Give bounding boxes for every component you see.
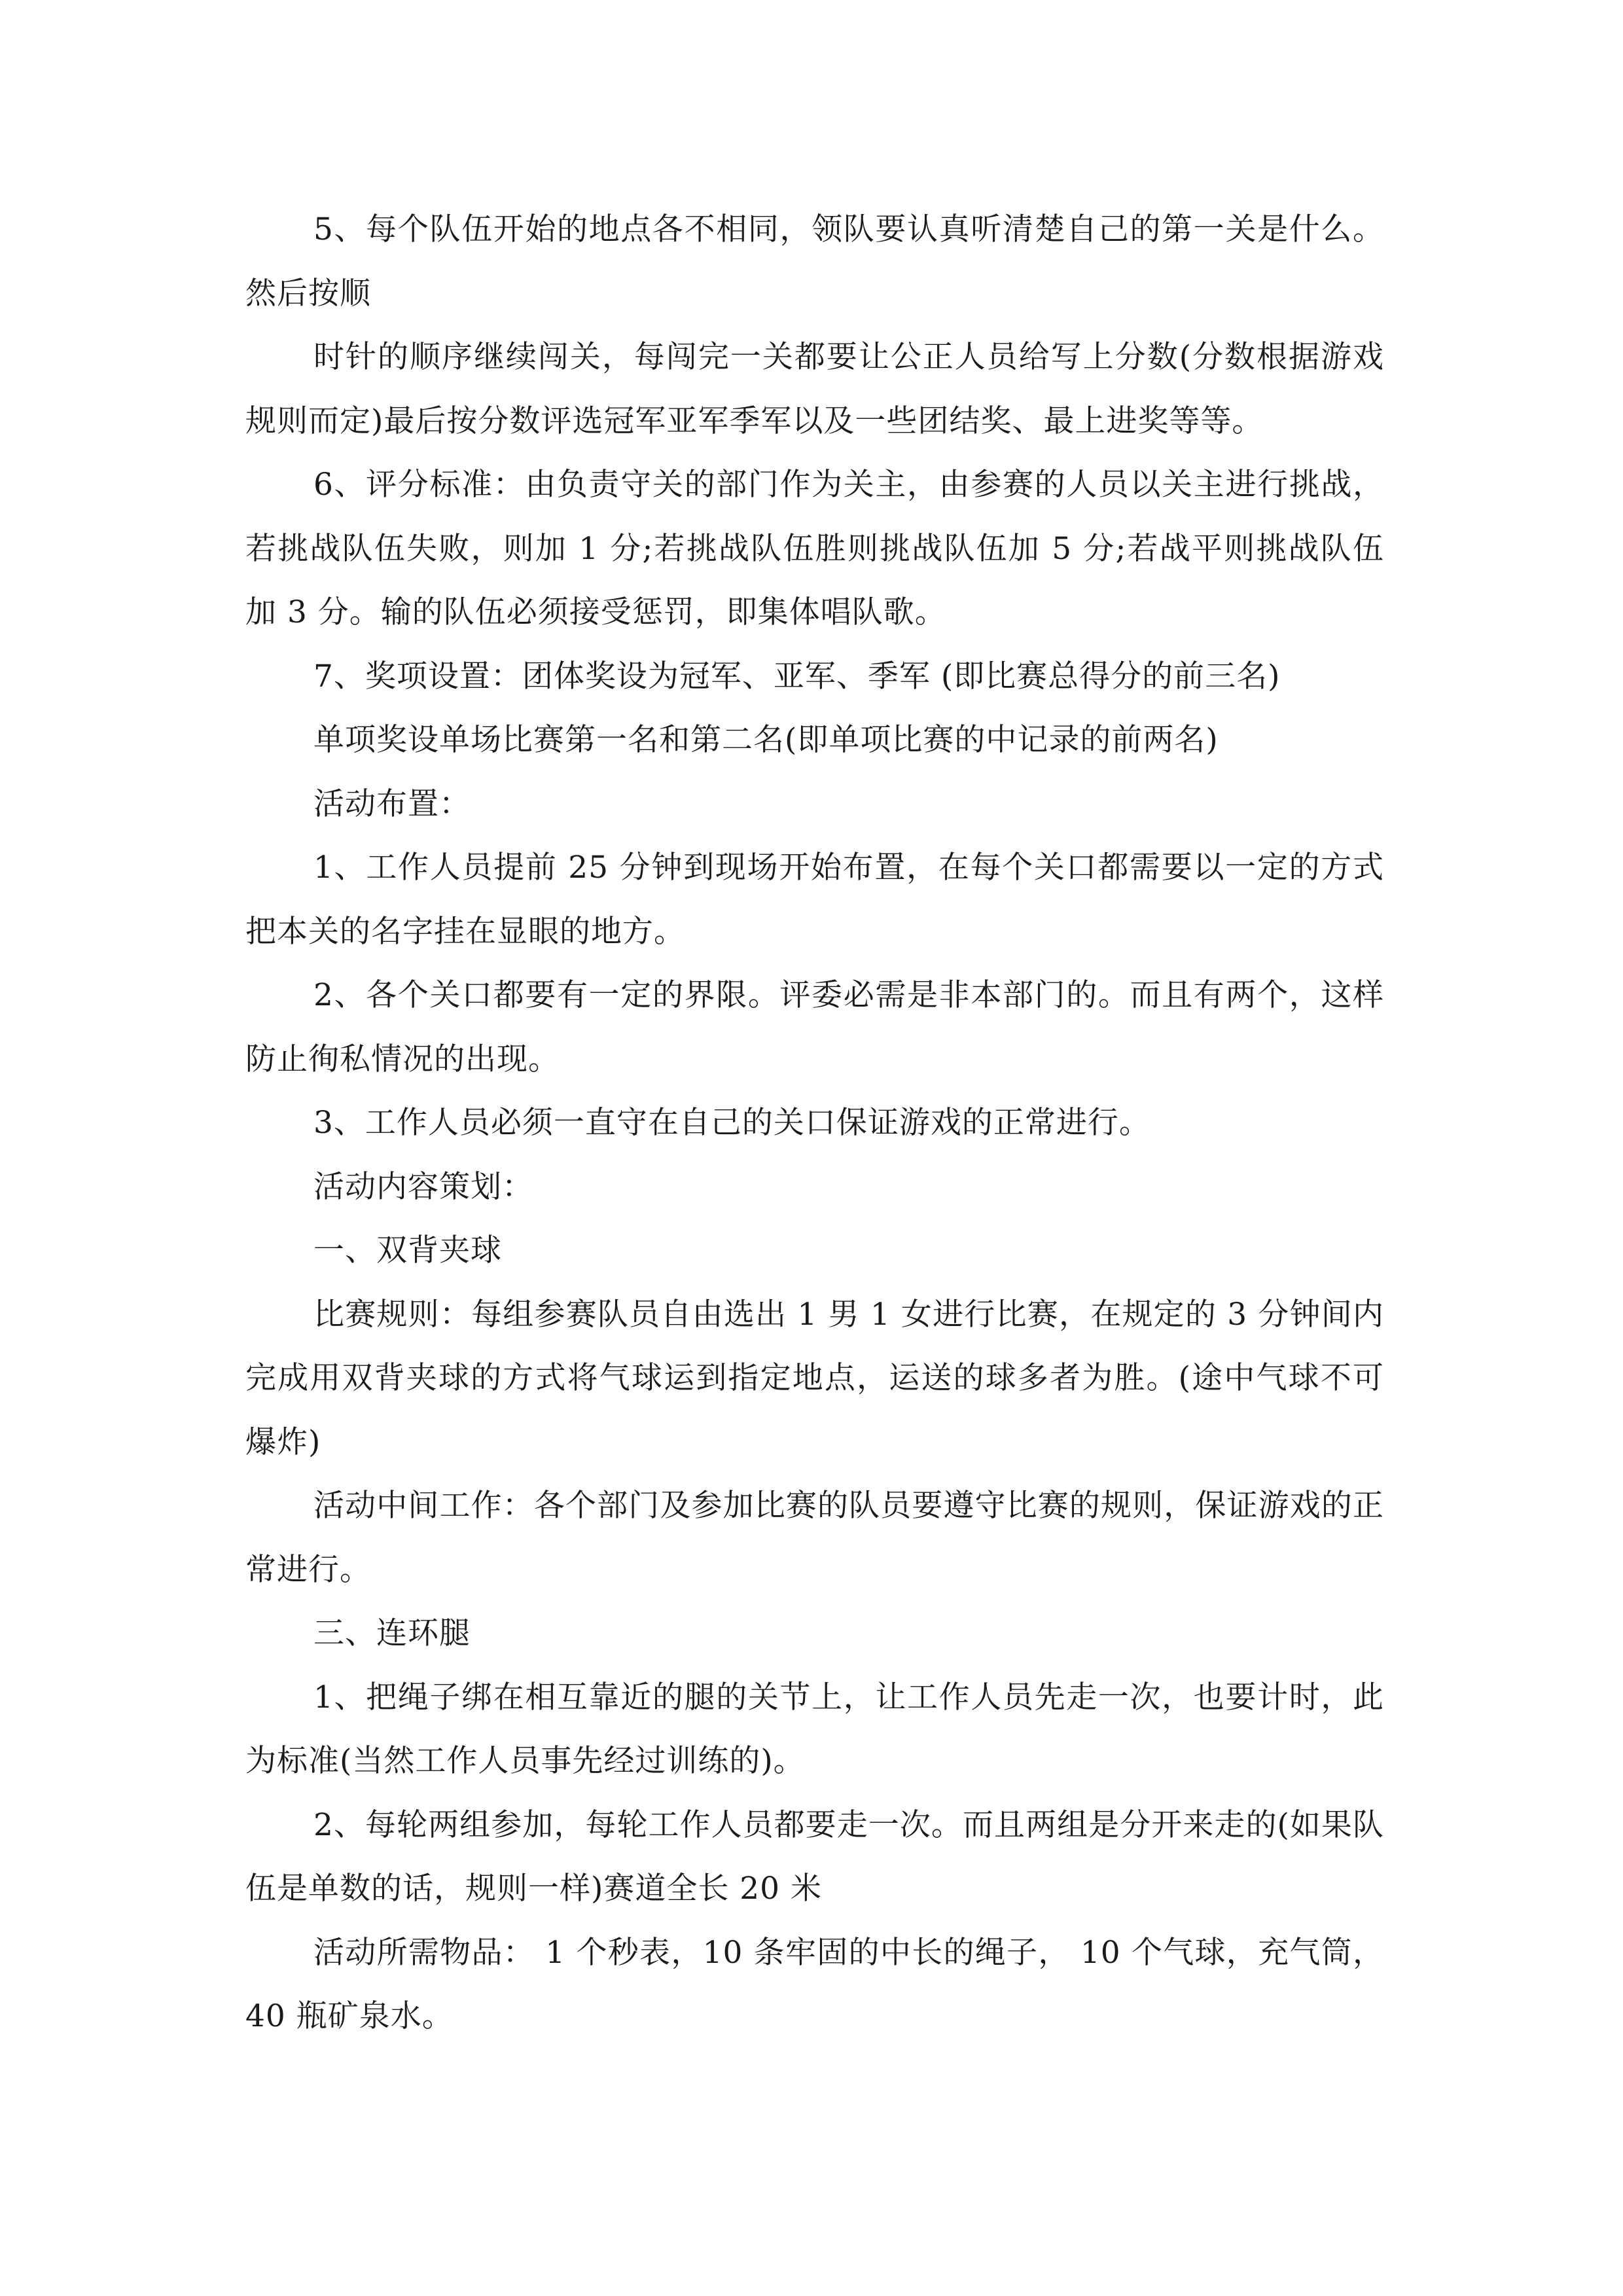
document-body	[245, 198, 1384, 2049]
paragraph-rule-7-awards: 7、奖项设置：团体奖设为冠军、亚军、季军 (即比赛总得分的前三名)	[313, 658, 1281, 694]
heading-setup: 活动布置：	[313, 785, 471, 822]
paragraph-supplies: 活动所需物品： 1 个秒表，10 条牢固的中长的绳子， 10 个气球，充气筒，40 瓶矿泉水。	[245, 1934, 1384, 2034]
paragraph-game-3-2: 2、每轮两组参加，每轮工作人员都要走一次。而且两组是分开来走的(如果队伍是单数的话，规则一样)赛道全长 20 米	[245, 1806, 1384, 1907]
paragraph-setup-2: 2、各个关口都要有一定的界限。评委必需是非本部门的。而且有两个，这样防止徇私情况的出现。	[245, 977, 1384, 1077]
heading-game-1: 一、双背夹球	[313, 1232, 502, 1268]
paragraph-rule-6-scoring: 6、评分标准：由负责守关的部门作为关主，由参赛的人员以关主进行挑战，若挑战队伍失败，则加 1 分;若挑战队伍胜则挑战队伍加 5 分;若战平则挑战队伍加 3 分。输的队伍必须接受惩罚，即集体唱队歌。	[245, 467, 1384, 630]
heading-game-3: 三、连环腿	[313, 1615, 471, 1651]
paragraph-game-3-1: 1、把绳子绑在相互靠近的腿的关节上，让工作人员先走一次，也要计时，此为标准(当然工作人员事先经过训练的)。	[245, 1679, 1384, 1779]
paragraph-rule-5-continued: 时针的顺序继续闯关，每闯完一关都要让公正人员给写上分数(分数根据游戏规则而定)最后按分数评选冠军亚军季军以及一些团结奖、最上进奖等等。	[245, 339, 1384, 439]
paragraph-single-awards: 单项奖设单场比赛第一名和第二名(即单项比赛的中记录的前两名)	[313, 722, 1219, 758]
paragraph-game-1-rules: 比赛规则：每组参赛队员自由选出 1 男 1 女进行比赛，在规定的 3 分钟间内完成用双背夹球的方式将气球运到指定地点，运送的球多者为胜。(途中气球不可爆炸)	[245, 1296, 1384, 1460]
heading-content-planning: 活动内容策划：	[313, 1168, 533, 1205]
paragraph-rule-5: 5、每个队伍开始的地点各不相同，领队要认真听清楚自己的第一关是什么。然后按顺	[245, 211, 1384, 312]
paragraph-setup-1: 1、工作人员提前 25 分钟到现场开始布置，在每个关口都需要以一定的方式把本关的名字挂在显眼的地方。	[245, 850, 1384, 950]
paragraph-setup-3: 3、工作人员必须一直守在自己的关口保证游戏的正常进行。	[313, 1105, 1150, 1141]
paragraph-game-1-work: 活动中间工作：各个部门及参加比赛的队员要遵守比赛的规则，保证游戏的正常进行。	[245, 1488, 1384, 1588]
